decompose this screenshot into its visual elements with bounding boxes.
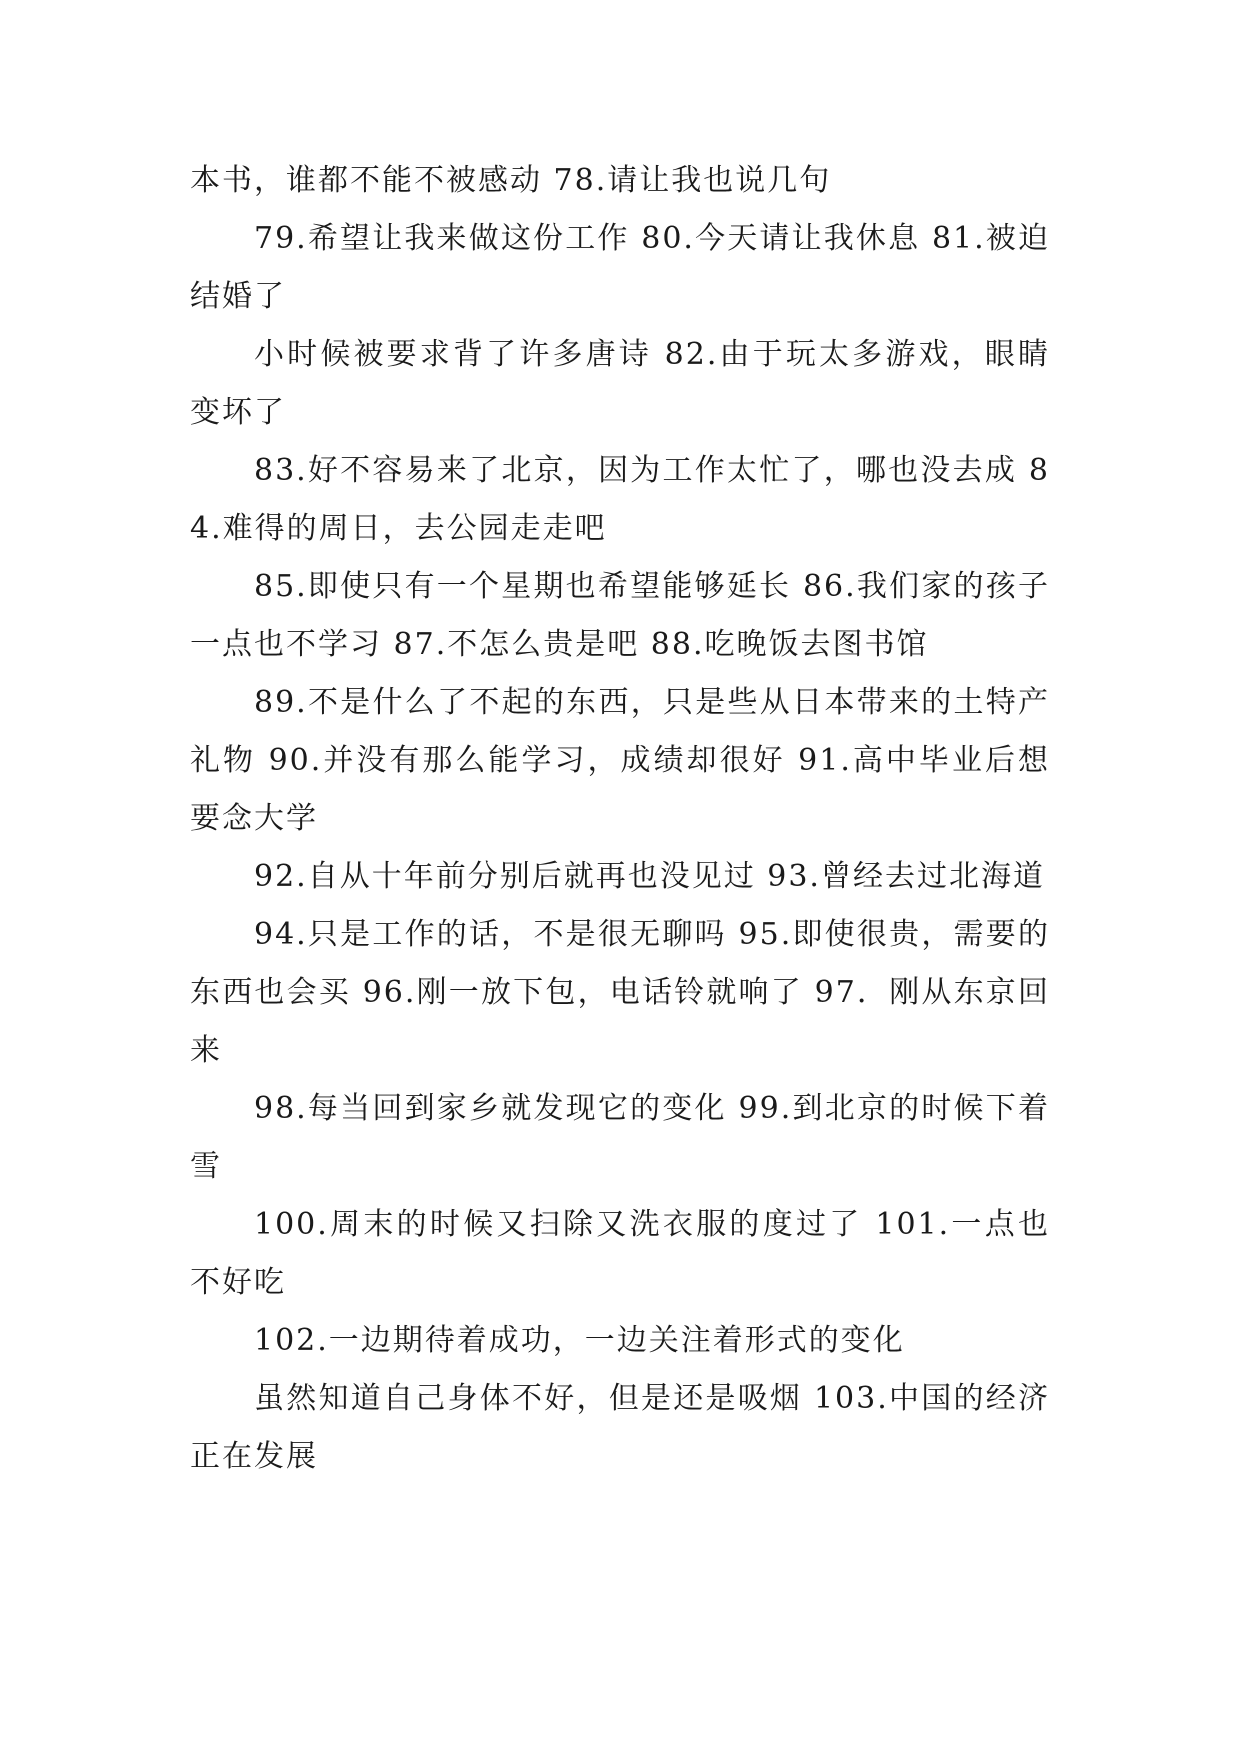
paragraph-2: 79.希望让我来做这份工作 80.今天请让我休息 81.被迫结婚了 bbox=[190, 221, 1050, 314]
paragraph-11: 102.一边期待着成功，一边关注着形式的变化 bbox=[254, 1323, 905, 1358]
paragraph-9: 98.每当回到家乡就发现它的变化 99.到北京的时候下着雪 bbox=[190, 1091, 1050, 1184]
document-body bbox=[190, 152, 1050, 1486]
paragraph-8: 94.只是工作的话，不是很无聊吗 95.即使很贵，需要的东西也会买 96.刚一放下包，电话铃就响了 97．刚从东京回来 bbox=[190, 917, 1050, 1068]
paragraph-10: 100.周末的时候又扫除又洗衣服的度过了 101.一点也不好吃 bbox=[190, 1207, 1050, 1300]
paragraph-4: 83.好不容易来了北京，因为工作太忙了，哪也没去成 84.难得的周日，去公园走走吧 bbox=[190, 453, 1050, 546]
paragraph-3: 小时候被要求背了许多唐诗 82.由于玩太多游戏，眼睛变坏了 bbox=[190, 337, 1050, 430]
paragraph-12: 虽然知道自己身体不好，但是还是吸烟 103.中国的经济正在发展 bbox=[190, 1381, 1050, 1474]
paragraph-6: 89.不是什么了不起的东西，只是些从日本带来的土特产礼物 90.并没有那么能学习，成绩却很好 91.高中毕业后想要念大学 bbox=[190, 685, 1050, 836]
paragraph-1: 本书，谁都不能不被感动 78.请让我也说几句 bbox=[190, 163, 832, 198]
paragraph-7: 92.自从十年前分别后就再也没见过 93.曾经去过北海道 bbox=[254, 859, 1045, 894]
paragraph-5: 85.即使只有一个星期也希望能够延长 86.我们家的孩子一点也不学习 87.不怎么贵是吧 88.吃晚饭去图书馆 bbox=[190, 569, 1050, 662]
